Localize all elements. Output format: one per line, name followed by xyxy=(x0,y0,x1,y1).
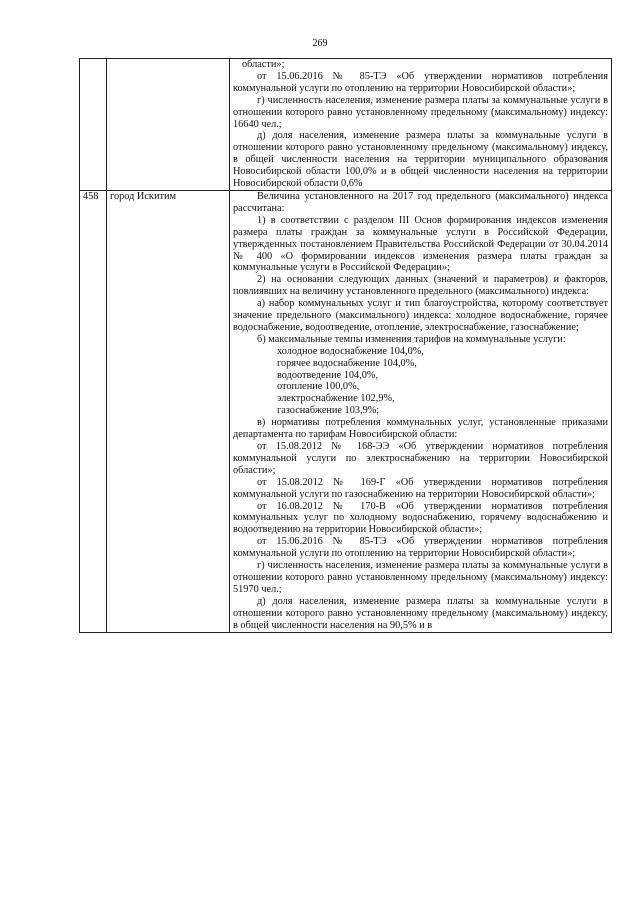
municipality-cell xyxy=(107,59,230,191)
paragraph: 2) на основании следующих данных (значений и параметров) и факторов, повлиявших на величину установленного предельного (максимального) индекса: xyxy=(233,274,608,298)
paragraph: б) максимальные темпы изменения тарифов на коммунальные услуги: xyxy=(257,333,566,345)
paragraph: а) набор коммунальных услуг и тип благоустройства, которому соответствует значение предельного (максимального) индекса: холодное водоснабжение, горячее водоснабжение, водоотведение, отопление, электроснабжение, газоснабжение; xyxy=(233,298,608,333)
paragraph: д) доля населения, изменение размера платы за коммунальные услуги в отношении которого равно установленному предельному (максимальному) индексу, в общей численности населения на 90,5% и в xyxy=(233,595,608,631)
table-row-continuation xyxy=(80,59,612,191)
list-item: горячее водоснабжение 104,0%, xyxy=(277,357,417,369)
paragraph: области»; xyxy=(242,59,285,70)
paragraph: г) численность населения, изменение размера платы за коммунальные услуги в отношении которого равно установленному предельному (максимальному) индексу: 51970 чел.; xyxy=(233,560,608,595)
municipality-cell: город Искитим xyxy=(107,190,230,632)
paragraph: от 15.06.2016 № 85-ТЭ «Об утверждении нормативов потребления коммунальной услуги по отоплению на территории Новосибирской области»; xyxy=(233,70,608,94)
paragraph: г) численность населения, изменение размера платы за коммунальные услуги в отношении которого равно установленному предельному (максимальному) индексу: 16640 чел.; xyxy=(233,94,608,130)
list-item: газоснабжение 103,9%; xyxy=(277,405,380,417)
list-item: холодное водоснабжение 104,0%, xyxy=(277,345,424,357)
paragraph: д) доля населения, изменение размера платы за коммунальные услуги в отношении которого равно установленному предельному (максимальному) индексу, в общей численности населения на территории муниципального образования Новосибирской области 100,0% и в общей численности населения на территории Новосибирской области 0,6% xyxy=(233,130,608,190)
table-row-458 xyxy=(80,190,612,632)
justification-cell xyxy=(230,190,612,632)
list-item: отопление 100,0%, xyxy=(277,381,360,393)
paragraph: от 15.08.2012 № 168-ЭЭ «Об утверждении нормативов потребления коммунальной услуги по электроснабжению на территории Новосибирской области»; xyxy=(233,441,608,476)
paragraph: от 15.06.2016 № 85-ТЭ «Об утверждении нормативов потребления коммунальной услуги по отоплению на территории Новосибирской области»; xyxy=(233,536,608,560)
page-number: 269 xyxy=(312,38,328,49)
paragraph: Величина установленного на 2017 год предельного (максимального) индекса рассчитана: xyxy=(233,190,608,214)
list-item: электроснабжение 102,9%, xyxy=(277,393,395,405)
justification-cell xyxy=(230,59,612,191)
row-number-cell: 458 xyxy=(80,190,107,632)
list-item: водоотведение 104,0%, xyxy=(277,369,379,381)
paragraph: от 15.08.2012 № 169-Г «Об утверждении нормативов потребления коммунальной услуги по газоснабжению на территории Новосибирской области»; xyxy=(233,476,608,500)
paragraph: 1) в соответствии с разделом III Основ формирования индексов изменения размера платы граждан за коммунальные услуги в Российской Федерации, утвержденных постановлением Правительства Российской Федерации от 30.04.2014 № 400 «О формировании индексов изменения размера платы граждан за коммунальные услуги в Российской Федерации»; xyxy=(233,214,608,274)
paragraph: от 16.08.2012 № 170-В «Об утверждении нормативов потребления коммунальных услуг по холодному водоснабжению, горячему водоснабжению и водоотведению на территории Новосибирской области»; xyxy=(233,500,608,536)
tariff-index-table xyxy=(79,58,612,633)
paragraph: в) нормативы потребления коммунальных услуг, установленные приказами департамента по тарифам Новосибирской области: xyxy=(233,417,608,441)
tariff-growth-list xyxy=(233,346,608,417)
row-number-cell xyxy=(80,59,107,191)
